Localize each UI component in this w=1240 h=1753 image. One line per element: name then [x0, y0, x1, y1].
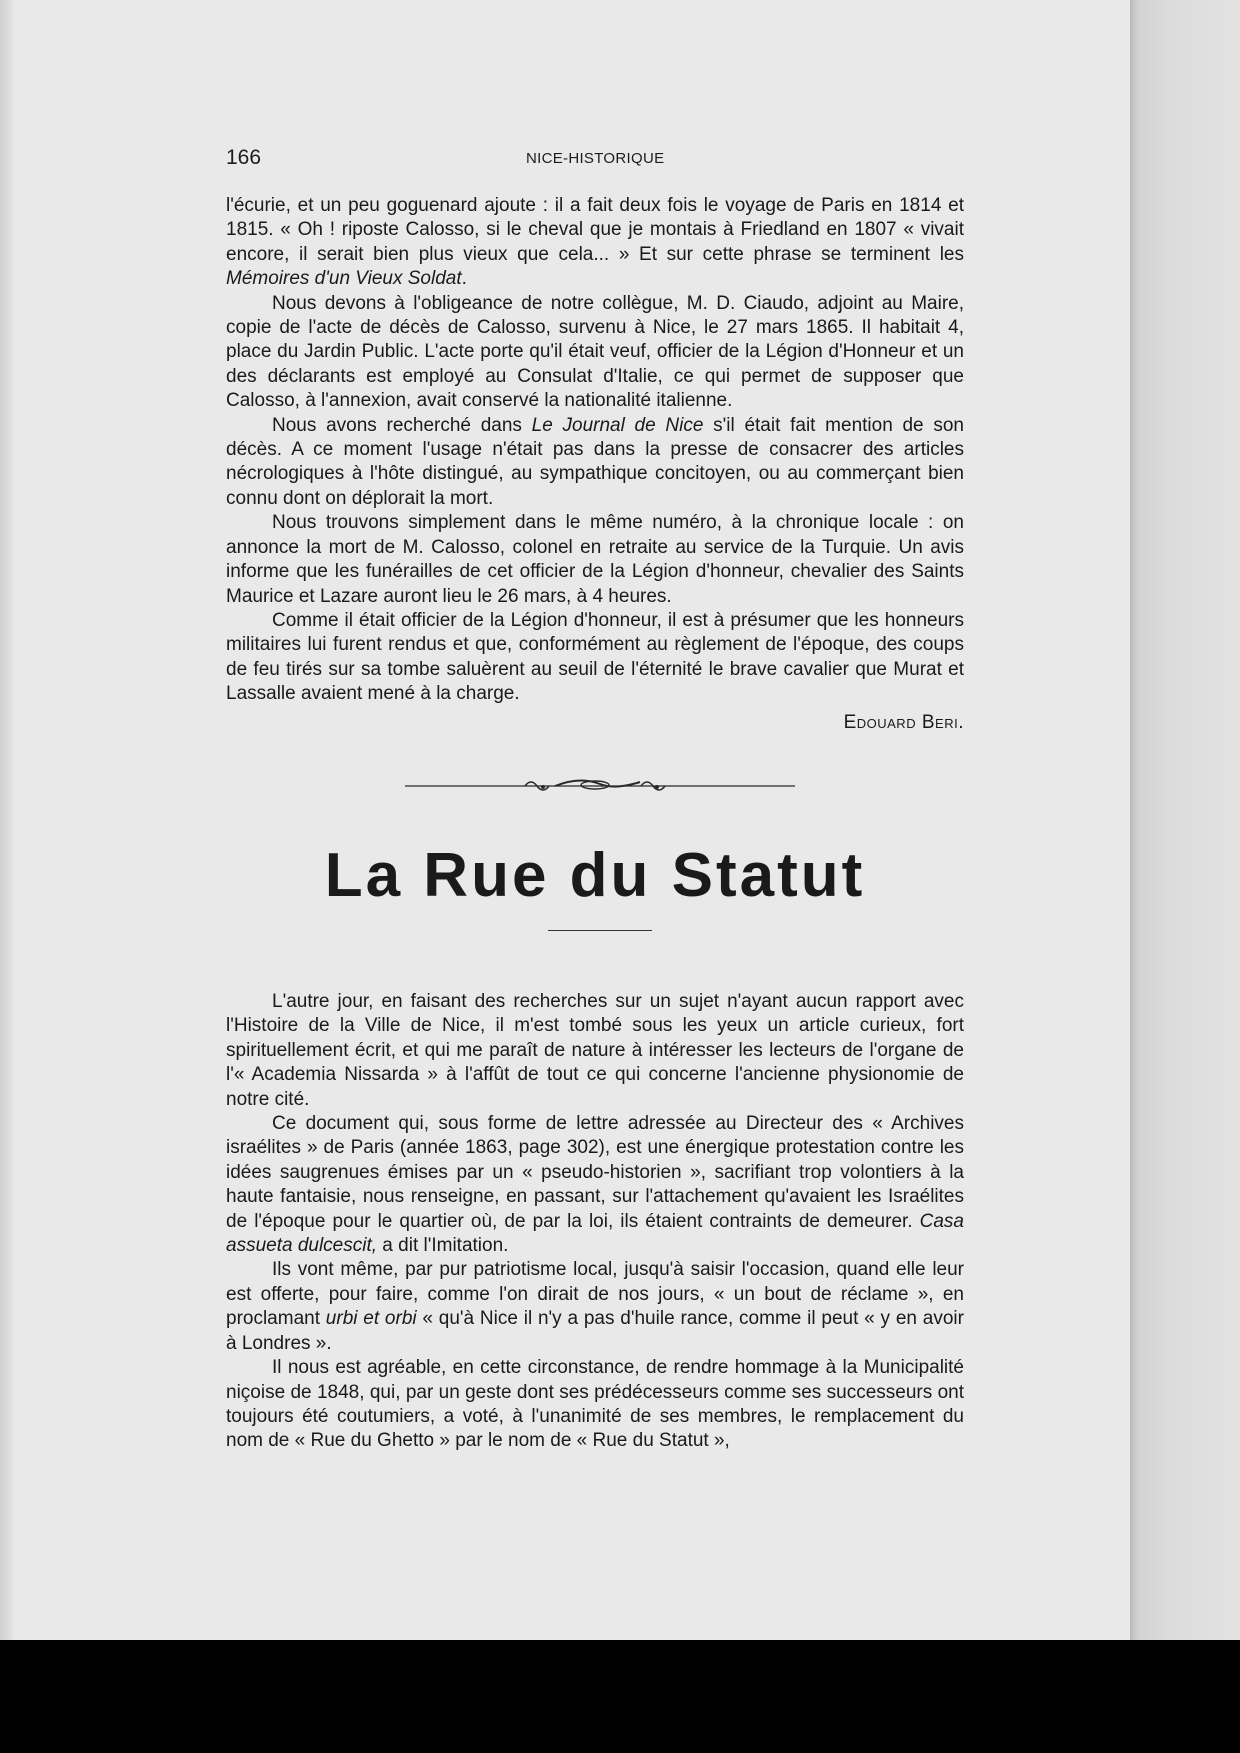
paragraph: Ce document qui, sous forme de lettre adressée au Directeur des « Archives israélites » de Paris (année 1863, page 302), est une énergique protestation contre les idées saugrenues émises par un « pseudo-historien », sacrifiant trop volontiers à la haute fantaisie, nous renseigne, en passant, sur l'attachement qu'avaient les Israélites de l'époque pour le quartier où, de par la loi, ils étaient contraints de demeurer. Casa assueta dulcescit, a dit l'Imitation.	[226, 1113, 964, 1257]
page-number: 166	[226, 146, 262, 169]
article-continuation	[226, 194, 964, 707]
scan-bottom-border	[0, 1640, 1240, 1753]
article-body	[226, 990, 964, 1454]
paragraph: l'écurie, et un peu goguenard ajoute : il a fait deux fois le voyage de Paris en 1814 et 1815. « Oh ! riposte Calosso, si le cheval que je montais à Friedland en 1807 « vivait encore, il serait bien plus vieux que cela... » Et sur cette phrase se terminent les Mémoires d'un Vieux Soldat.	[226, 195, 964, 290]
ornamental-divider	[405, 774, 795, 796]
paragraph: Ils vont même, par pur patriotisme local, jusqu'à saisir l'occasion, quand elle leur est offerte, pour faire, comme l'on dirait de nos jours, « un bout de réclame », en proclamant urbi et orbi « qu'à Nice il n'y a pas d'huile rance, comme il peut « y en avoir à Londres ».	[226, 1259, 964, 1354]
author-signature: Edouard Beri.	[843, 712, 964, 733]
latin-phrase: urbi et orbi	[325, 1308, 417, 1330]
page-binding-strip	[1130, 0, 1240, 1640]
newspaper-title: Le Journal de Nice	[531, 414, 704, 436]
paragraph: Nous avons recherché dans Le Journal de Nice s'il était fait mention de son décès. A ce moment l'usage n'était pas dans la presse de consacrer des articles nécrologiques à l'hôte distingué, au sympathique concitoyen, ou au commerçant bien connu dont on déplorait la mort.	[226, 414, 964, 509]
paragraph: Nous trouvons simplement dans le même numéro, à la chronique locale : on annonce la mort de M. Calosso, colonel en retraite au service de la Turquie. Un avis informe que les funérailles de cet officier de la Légion d'honneur, chevalier des Saints Maurice et Lazare auront lieu le 26 mars, à 4 heures.	[226, 512, 964, 607]
title-rule	[548, 930, 652, 931]
page-header	[226, 146, 964, 176]
article-title: La Rue du Statut	[324, 841, 866, 910]
page-left-edge	[0, 0, 14, 1640]
latin-quote: Casa assueta dulcescit,	[226, 1210, 964, 1257]
running-title: NICE-HISTORIQUE	[526, 150, 665, 167]
paragraph: Nous devons à l'obligeance de notre collègue, M. D. Ciaudo, adjoint au Maire, copie de l'acte de décès de Calosso, survenu à Nice, le 27 mars 1865. Il habitait 4, place du Jardin Public. L'acte porte qu'il était veuf, officier de la Légion d'Honneur et un des déclarants est employé au Consulat d'Italie, ce qui permet de supposer que Calosso, à l'annexion, avait conservé la nationalité italienne.	[226, 292, 964, 412]
paragraph: L'autre jour, en faisant des recherches sur un sujet n'ayant aucun rapport avec l'Histoire de la Ville de Nice, il m'est tombé sous les yeux un article curieux, fort spirituellement écrit, et qui me paraît de nature à intéresser les lecteurs de l'organe de l'« Academia Nissarda » à l'affût de tout ce qui concerne l'ancienne physionomie de notre cité.	[226, 991, 964, 1110]
paragraph: Il nous est agréable, en cette circonstance, de rendre hommage à la Municipalité niçoise de 1848, qui, par un geste dont ses prédécesseurs comme ses successeurs ont toujours été coutumiers, a voté, à l'unanimité de ses membres, le remplacement du nom de « Rue du Ghetto » par le nom de « Rue du Statut »,	[226, 1357, 964, 1452]
book-title: Mémoires d'un Vieux Soldat	[226, 268, 462, 290]
paragraph: Comme il était officier de la Légion d'honneur, il est à présumer que les honneurs militaires lui furent rendus et que, conformément au règlement de l'époque, des coups de feu tirés sur sa tombe saluèrent au seuil de l'éternité le brave cavalier que Murat et Lassalle avaient mené à la charge.	[226, 609, 964, 705]
